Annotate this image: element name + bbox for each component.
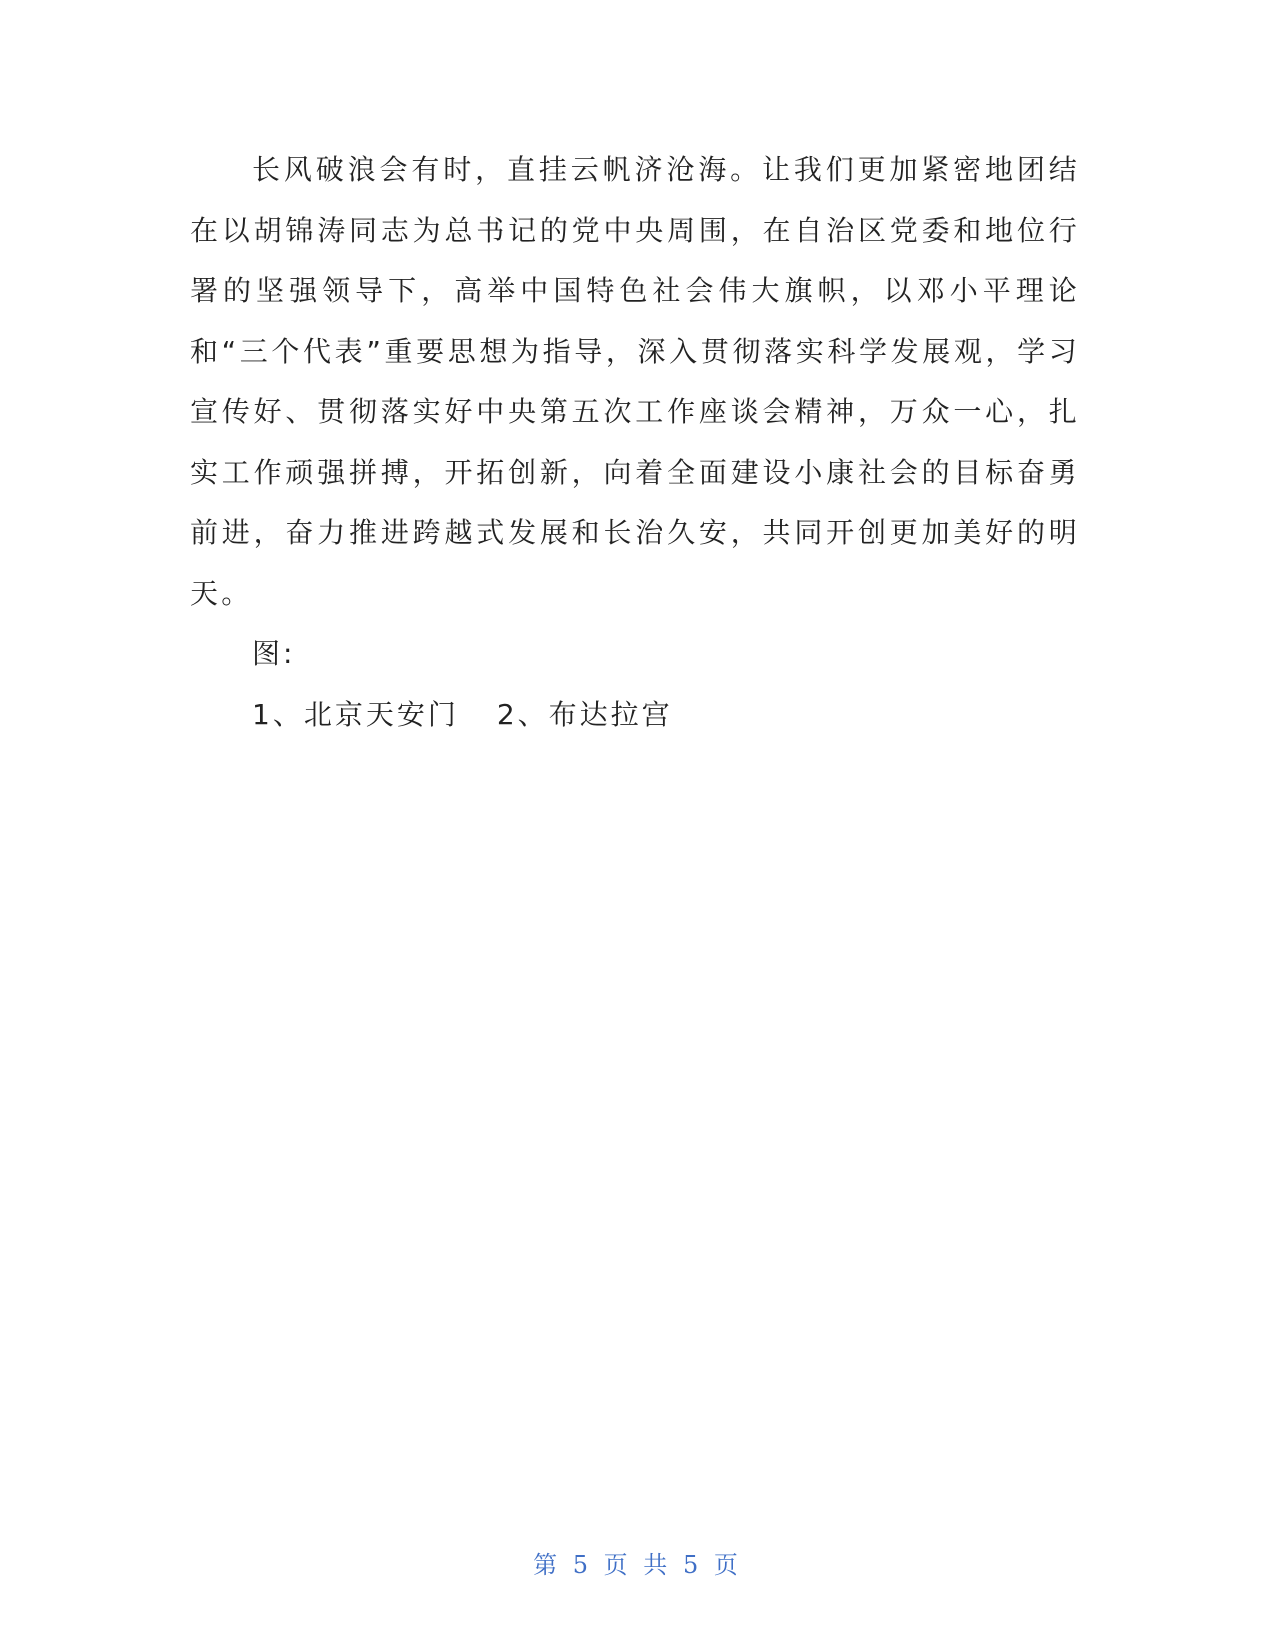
page-footer: [0, 1545, 1275, 1580]
figure-list: [190, 685, 1080, 746]
page-prefix: 第: [533, 1551, 562, 1579]
document-body: [190, 140, 1080, 745]
page-total: 5: [682, 1551, 703, 1579]
page-middle: 页 共: [603, 1551, 672, 1579]
body-paragraph: 长风破浪会有时，直挂云帆济沧海。让我们更加紧密地团结在以胡锦涛同志为总书记的党中央周围，在自治区党委和地位行署的坚强领导下，高举中国特色社会伟大旗帜，以邓小平理论和“三个代表”重要思想为指导，深入贯彻落实科学发展观，学习宣传好、贯彻落实好中央第五次工作座谈会精神，万众一心，扎实工作顽强拼搏，开拓创新，向着全面建设小康社会的目标奋勇前进，奋力推进跨越式发展和长治久安，共同开创更加美好的明天。: [190, 153, 1080, 610]
figure-item-tiananmen: 1、北京天安门: [252, 697, 459, 731]
figure-label: 图:: [252, 637, 296, 670]
page-current: 5: [572, 1551, 593, 1579]
figure-item-potala: 2、布达拉宫: [496, 697, 673, 731]
page-suffix: 页: [713, 1551, 742, 1579]
